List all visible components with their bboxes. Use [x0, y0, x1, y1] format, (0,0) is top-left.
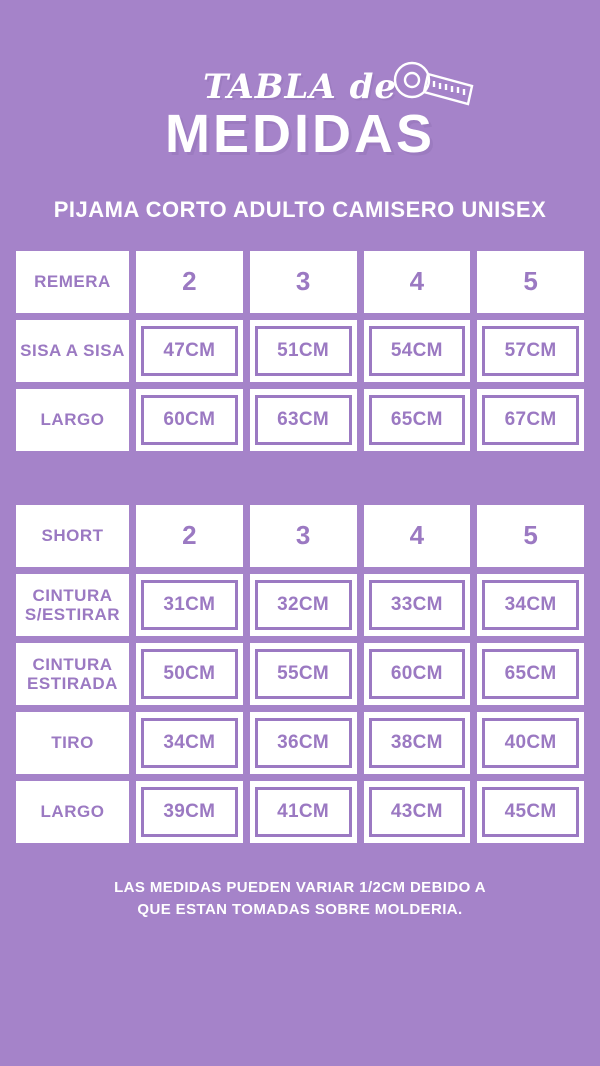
measure-value: 65CM — [369, 395, 466, 445]
measure-value: 32CM — [255, 580, 352, 630]
row-label: TIRO — [16, 712, 129, 774]
table-header-row — [16, 505, 584, 567]
table-header-row — [16, 251, 584, 313]
table-row — [16, 320, 584, 382]
table-remera — [16, 251, 584, 451]
measure-cell — [136, 643, 243, 705]
measure-value: 55CM — [255, 649, 352, 699]
measure-cell — [250, 643, 357, 705]
measure-cell — [250, 781, 357, 843]
size-header-cell: 3 — [250, 505, 357, 567]
disclaimer-line-1: LAS MEDIDAS PUEDEN VARIAR 1/2CM DEBIDO A — [114, 878, 486, 896]
measure-cell — [477, 574, 584, 636]
row-label: LARGO — [16, 389, 129, 451]
size-header-cell: 4 — [364, 505, 471, 567]
measure-cell — [364, 574, 471, 636]
measure-cell — [364, 389, 471, 451]
measure-cell — [477, 389, 584, 451]
table-row — [16, 643, 584, 705]
row-label: CINTURA S/ESTIRAR — [16, 574, 129, 636]
measure-value: 57CM — [482, 326, 579, 376]
measure-cell — [250, 389, 357, 451]
measure-cell — [364, 712, 471, 774]
page-title-line2: MEDIDAS — [164, 104, 435, 164]
page-header — [0, 67, 600, 164]
size-header-cell: 5 — [477, 251, 584, 313]
table-row — [16, 389, 584, 451]
measure-value: 67CM — [482, 395, 579, 445]
measure-value: 36CM — [255, 718, 352, 768]
measure-value: 60CM — [141, 395, 238, 445]
measure-value: 43CM — [369, 787, 466, 837]
measure-value: 31CM — [141, 580, 238, 630]
measure-value: 65CM — [482, 649, 579, 699]
measure-value: 51CM — [255, 326, 352, 376]
measure-cell — [136, 574, 243, 636]
table-short — [16, 505, 584, 843]
measure-cell — [477, 781, 584, 843]
measure-cell — [250, 320, 357, 382]
measure-cell — [136, 712, 243, 774]
measure-cell — [250, 574, 357, 636]
measure-value: 33CM — [369, 580, 466, 630]
size-header-cell: 5 — [477, 505, 584, 567]
measure-value: 60CM — [369, 649, 466, 699]
measure-cell — [477, 320, 584, 382]
table-title-cell: REMERA — [16, 251, 129, 313]
table-title-cell: SHORT — [16, 505, 129, 567]
measure-value: 63CM — [255, 395, 352, 445]
measure-value: 41CM — [255, 787, 352, 837]
measure-cell — [136, 320, 243, 382]
measure-value: 40CM — [482, 718, 579, 768]
size-header-cell: 2 — [136, 251, 243, 313]
measure-cell — [477, 643, 584, 705]
measure-cell — [364, 781, 471, 843]
measure-value: 34CM — [482, 580, 579, 630]
measure-cell — [250, 712, 357, 774]
size-header-cell: 3 — [250, 251, 357, 313]
measure-cell — [136, 781, 243, 843]
size-header-cell: 2 — [136, 505, 243, 567]
size-header-cell: 4 — [364, 251, 471, 313]
table-row — [16, 712, 584, 774]
measure-value: 50CM — [141, 649, 238, 699]
measure-cell — [364, 320, 471, 382]
table-row — [16, 574, 584, 636]
measure-cell — [136, 389, 243, 451]
measuring-tape-icon — [384, 58, 480, 120]
product-subtitle: PIJAMA CORTO ADULTO CAMISERO UNISEX — [53, 196, 547, 222]
measure-value: 38CM — [369, 718, 466, 768]
measure-value: 54CM — [369, 326, 466, 376]
measure-cell — [477, 712, 584, 774]
measure-value: 45CM — [482, 787, 579, 837]
measure-cell — [364, 643, 471, 705]
measure-value: 39CM — [141, 787, 238, 837]
row-label: LARGO — [16, 781, 129, 843]
page-title-line1: TABLA de — [202, 67, 398, 107]
disclaimer — [40, 877, 560, 922]
row-label: SISA A SISA — [16, 320, 129, 382]
measure-value: 47CM — [141, 326, 238, 376]
measure-value: 34CM — [141, 718, 238, 768]
disclaimer-line-2: QUE ESTAN TOMADAS SOBRE MOLDERIA. — [137, 901, 463, 919]
row-label: CINTURA ESTIRADA — [16, 643, 129, 705]
table-row — [16, 781, 584, 843]
